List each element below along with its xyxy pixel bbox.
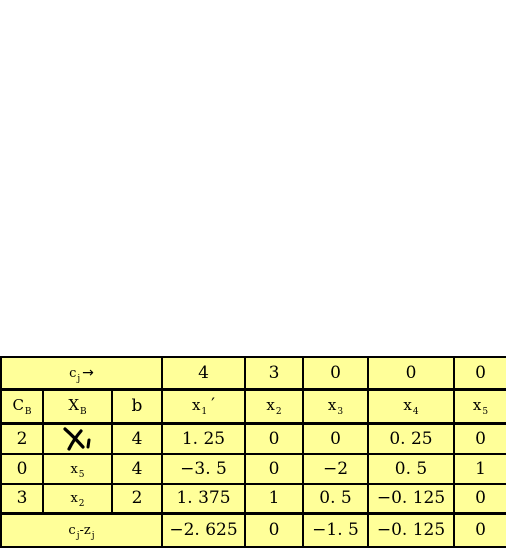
basis-sub: 2 xyxy=(78,499,85,510)
cell-value: 0. 5 xyxy=(368,454,454,484)
b-header: b xyxy=(112,389,162,423)
var-name: x xyxy=(327,396,337,414)
cell-value: −2 xyxy=(303,454,368,484)
cb-header xyxy=(1,389,43,423)
var-name: x xyxy=(472,396,482,414)
cell-value: 1 xyxy=(245,484,303,514)
cb-header-sub: B xyxy=(24,407,32,417)
table-row xyxy=(1,423,506,454)
var-name: x xyxy=(403,396,412,414)
var-sub: 3 xyxy=(337,407,344,417)
reduced-cost-value: −0. 125 xyxy=(368,514,454,547)
xb-header-text: X xyxy=(68,396,80,414)
cj-value: 4 xyxy=(162,357,245,389)
b-value: 4 xyxy=(112,423,162,454)
cell-value: 1. 25 xyxy=(162,423,245,454)
var-header-x5 xyxy=(454,389,506,423)
arrow-right-icon: → xyxy=(82,364,94,381)
table-row xyxy=(1,484,506,514)
z-sub: j xyxy=(91,531,95,542)
basis-sub: 5 xyxy=(78,469,85,480)
cell-value: −0. 125 xyxy=(368,484,454,514)
cj-value: 3 xyxy=(245,357,303,389)
b-value: 2 xyxy=(112,484,162,514)
xb-header-sub: B xyxy=(80,407,87,417)
var-header-x2 xyxy=(245,389,303,423)
cj-row xyxy=(1,357,506,389)
cj-value: 0 xyxy=(368,357,454,389)
var-sub: 1 xyxy=(201,407,208,417)
cb-value: 2 xyxy=(1,423,43,454)
cell-value: 0 xyxy=(454,484,506,514)
basis-variable xyxy=(43,454,112,484)
column-header-row xyxy=(1,389,506,423)
dash-text: - xyxy=(79,523,84,539)
cb-value: 0 xyxy=(1,454,43,484)
basis-name: x xyxy=(70,491,78,507)
cj-label-sub: j xyxy=(77,373,81,384)
cj-zj-label xyxy=(1,514,162,547)
simplex-table xyxy=(0,356,506,548)
var-sub: 5 xyxy=(482,407,489,417)
cell-value: 0 xyxy=(454,423,506,454)
cj-value: 0 xyxy=(454,357,506,389)
z-text: z xyxy=(83,523,91,539)
cell-value: 0 xyxy=(245,423,303,454)
c-text: c xyxy=(68,523,76,539)
reduced-cost-value: −2. 625 xyxy=(162,514,245,547)
cell-value: −3. 5 xyxy=(162,454,245,484)
reduced-cost-row xyxy=(1,514,506,547)
c-sub: j xyxy=(76,531,80,542)
cell-value: 1 xyxy=(454,454,506,484)
basis-variable xyxy=(43,484,112,514)
table-row xyxy=(1,454,506,484)
cb-value: 3 xyxy=(1,484,43,514)
cell-value: 0. 5 xyxy=(303,484,368,514)
cb-header-text: C xyxy=(12,396,24,414)
var-header-x1 xyxy=(162,389,245,423)
var-sub: 4 xyxy=(412,407,419,417)
var-header-x3 xyxy=(303,389,368,423)
b-value: 4 xyxy=(112,454,162,484)
basis-handwritten-x1 xyxy=(43,423,112,454)
var-header-x4 xyxy=(368,389,454,423)
reduced-cost-value: 0 xyxy=(454,514,506,547)
prime-mark: ′ xyxy=(211,395,216,415)
cj-label-cell xyxy=(1,357,162,389)
handwritten-x1-mark xyxy=(58,425,98,453)
cell-value: 0 xyxy=(303,423,368,454)
cell-value: 1. 375 xyxy=(162,484,245,514)
cell-value: 0 xyxy=(245,454,303,484)
var-name: x xyxy=(191,396,201,414)
var-sub: 2 xyxy=(275,407,282,417)
basis-name: x xyxy=(70,461,78,477)
cj-label: c xyxy=(69,365,77,381)
var-name: x xyxy=(266,396,275,414)
cell-value: 0. 25 xyxy=(368,423,454,454)
xb-header xyxy=(43,389,112,423)
reduced-cost-value: 0 xyxy=(245,514,303,547)
reduced-cost-value: −1. 5 xyxy=(303,514,368,547)
cj-value: 0 xyxy=(303,357,368,389)
